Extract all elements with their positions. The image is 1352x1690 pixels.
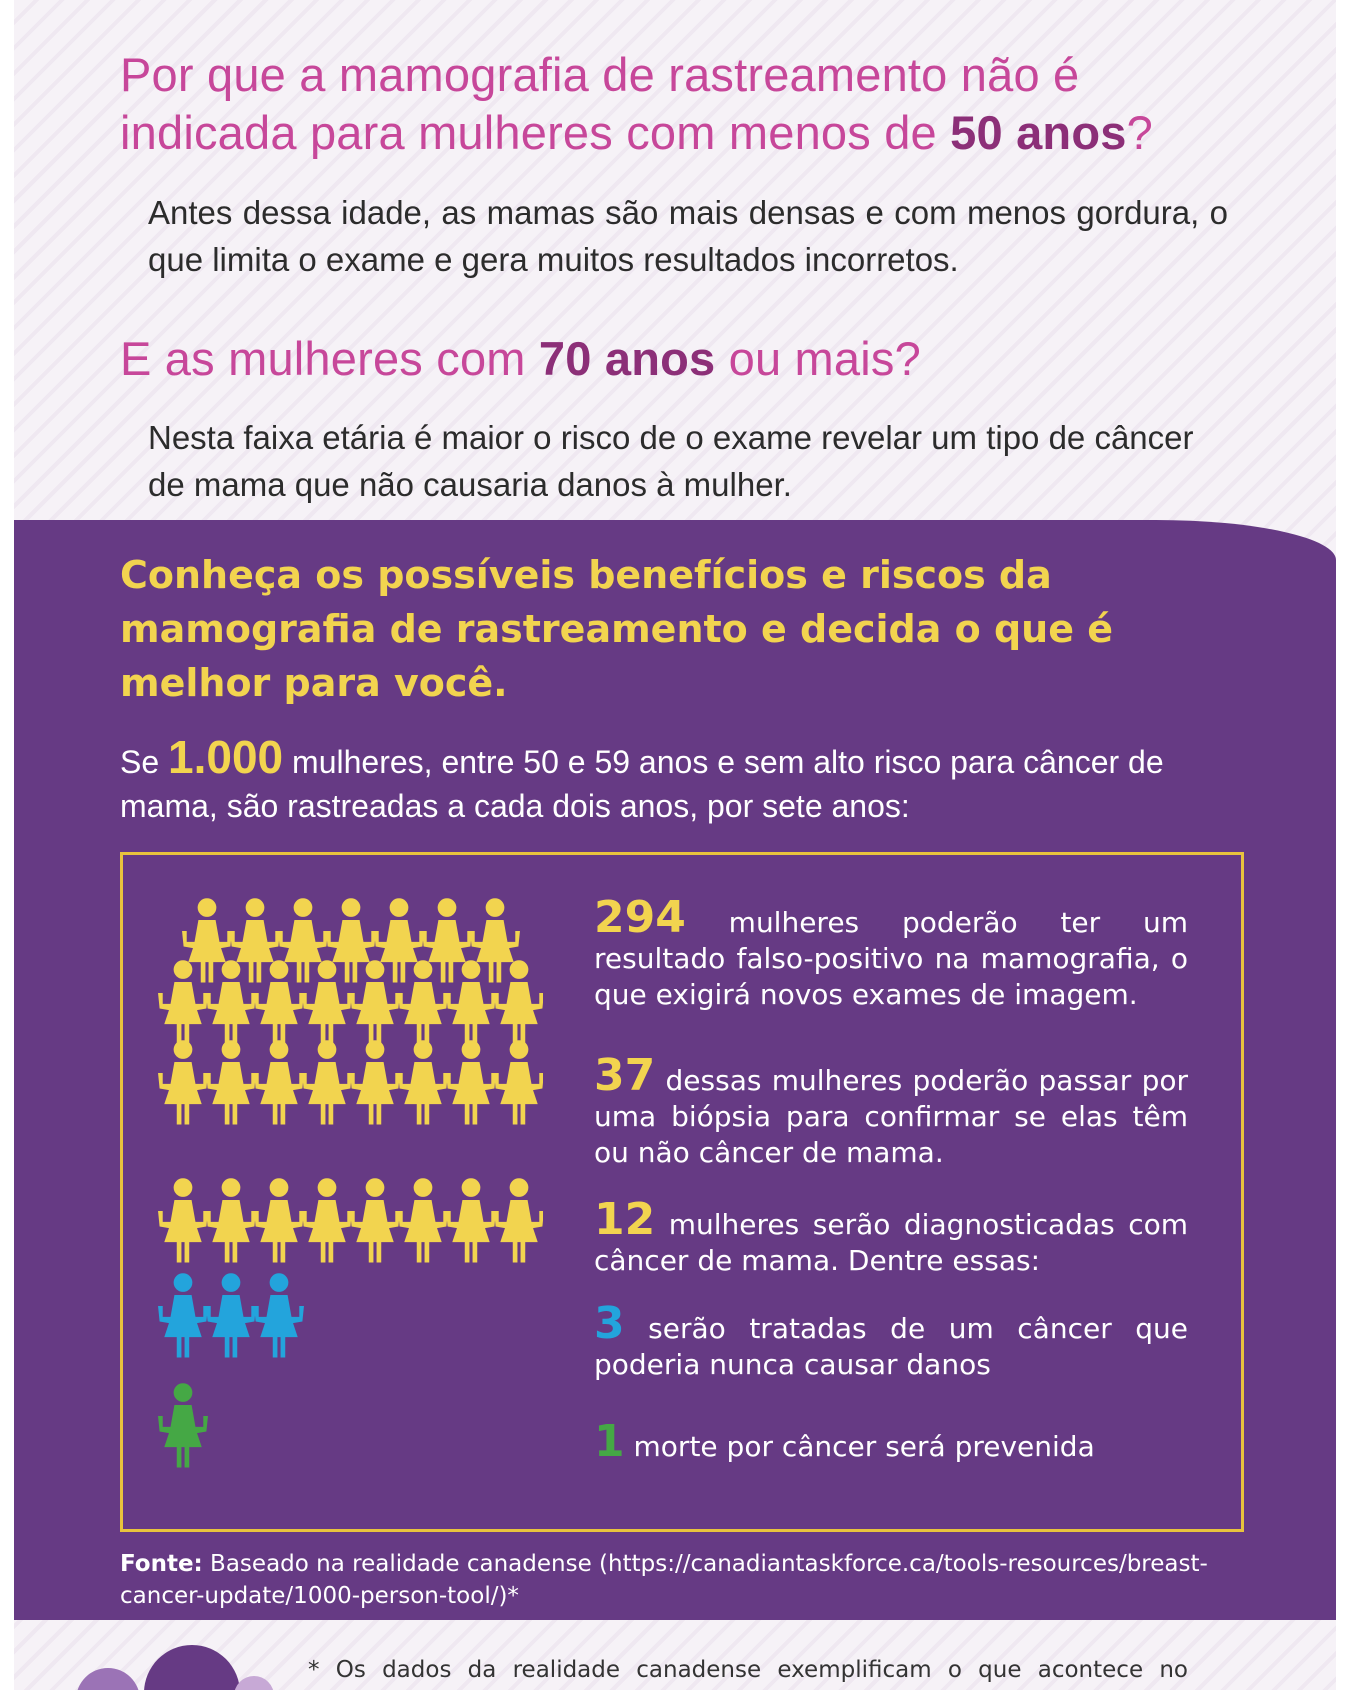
woman-icon-yellow bbox=[350, 1040, 400, 1124]
pictogram bbox=[123, 855, 543, 1535]
woman-icon-yellow bbox=[206, 1178, 256, 1262]
woman-icon-yellow bbox=[206, 1040, 256, 1124]
source-note: Fonte: Baseado na realidade canadense (https://canadiantaskforce.ca/tools-resources/breast-cancer-update/1000-person-tool/)* bbox=[120, 1551, 1208, 1609]
question-under-50-title: Por que a mamografia de rastreamento não é indicada para mulheres com menos de 50 anos? bbox=[120, 48, 1153, 159]
woman-icon-yellow bbox=[302, 1040, 352, 1124]
answer-under-50: Antes dessa idade, as mamas são mais densas e com menos gordura, o que limita o exame e gera muitos resultados incorretos. bbox=[148, 194, 1228, 278]
woman-icon-yellow bbox=[158, 1178, 208, 1262]
woman-icon-yellow bbox=[302, 960, 352, 1044]
woman-icon-yellow bbox=[254, 1040, 304, 1124]
woman-icon-blue bbox=[206, 1273, 256, 1357]
right-border bbox=[1336, 0, 1352, 1690]
age-70-emphasis: 70 anos bbox=[538, 332, 716, 385]
woman-icon-yellow bbox=[446, 1040, 496, 1124]
stat-number: 1 bbox=[594, 1416, 625, 1467]
woman-icon-yellow bbox=[446, 1178, 496, 1262]
woman-icon-yellow bbox=[398, 1040, 448, 1124]
intro-number: 1.000 bbox=[168, 731, 284, 783]
stat-overtreated-text: 3 serão tratadas de um câncer que poderia nunca causar danos bbox=[594, 1298, 1188, 1381]
footnote: * Os dados da realidade canadense exemplificam o que acontece no bbox=[308, 1657, 1188, 1683]
answer-over-70: Nesta faixa etária é maior o risco de o exame revelar um tipo de câncer de mama que não causaria danos à mulher. bbox=[148, 419, 1194, 503]
stat-biopsy-text: 37 dessas mulheres poderão passar por uma biópsia para confirmar se elas têm ou não câncer de mama. bbox=[594, 1050, 1188, 1169]
woman-icon-yellow bbox=[254, 1178, 304, 1262]
woman-icon-blue bbox=[158, 1273, 208, 1357]
infographic bbox=[14, 0, 1336, 1690]
stat-number: 294 bbox=[594, 892, 686, 943]
stat-number: 37 bbox=[594, 1050, 656, 1101]
woman-icon-yellow bbox=[398, 1178, 448, 1262]
woman-icon-yellow bbox=[158, 1040, 208, 1124]
question-over-70-title: E as mulheres com 70 anos ou mais? bbox=[120, 332, 921, 385]
woman-icon-blue bbox=[254, 1273, 304, 1357]
left-border bbox=[0, 0, 14, 1690]
stat-number: 12 bbox=[594, 1194, 656, 1245]
age-50-emphasis: 50 anos bbox=[950, 106, 1127, 159]
woman-icon-yellow bbox=[446, 960, 496, 1044]
woman-icon-yellow bbox=[302, 1178, 352, 1262]
stat-death-prevented-text: 1 morte por câncer será prevenida bbox=[594, 1416, 1095, 1467]
woman-icon-yellow bbox=[350, 960, 400, 1044]
decorative-circle bbox=[234, 1676, 274, 1690]
woman-icon-yellow bbox=[206, 960, 256, 1044]
woman-icon-green bbox=[158, 1383, 208, 1467]
woman-icon-yellow bbox=[398, 960, 448, 1044]
woman-icon-yellow bbox=[158, 960, 208, 1044]
woman-icon-yellow bbox=[254, 960, 304, 1044]
woman-icon-yellow bbox=[494, 960, 543, 1044]
woman-icon-yellow bbox=[494, 1040, 543, 1124]
woman-icon-yellow bbox=[494, 1178, 543, 1262]
decorative-circle bbox=[76, 1668, 140, 1690]
woman-icon-yellow bbox=[350, 1178, 400, 1262]
stat-diagnosed-text: 12 mulheres serão diagnosticadas com câncer de mama. Dentre essas: bbox=[594, 1194, 1188, 1277]
panel-title: Conheça os possíveis benefícios e riscos da mamografia de rastreamento e decida o que é melhor para você. bbox=[120, 553, 1113, 705]
stat-number: 3 bbox=[594, 1298, 625, 1349]
decorative-circle bbox=[144, 1645, 240, 1690]
screening-intro: Se 1.000 mulheres, entre 50 e 59 anos e sem alto risco para câncer de mama, são rastreadas a cada dois anos, por sete anos: bbox=[120, 731, 1164, 824]
stat-false-positive-text: 294 mulheres poderão ter um resultado falso-positivo na mamografia, o que exigirá novos exames de imagem. bbox=[594, 892, 1188, 1011]
